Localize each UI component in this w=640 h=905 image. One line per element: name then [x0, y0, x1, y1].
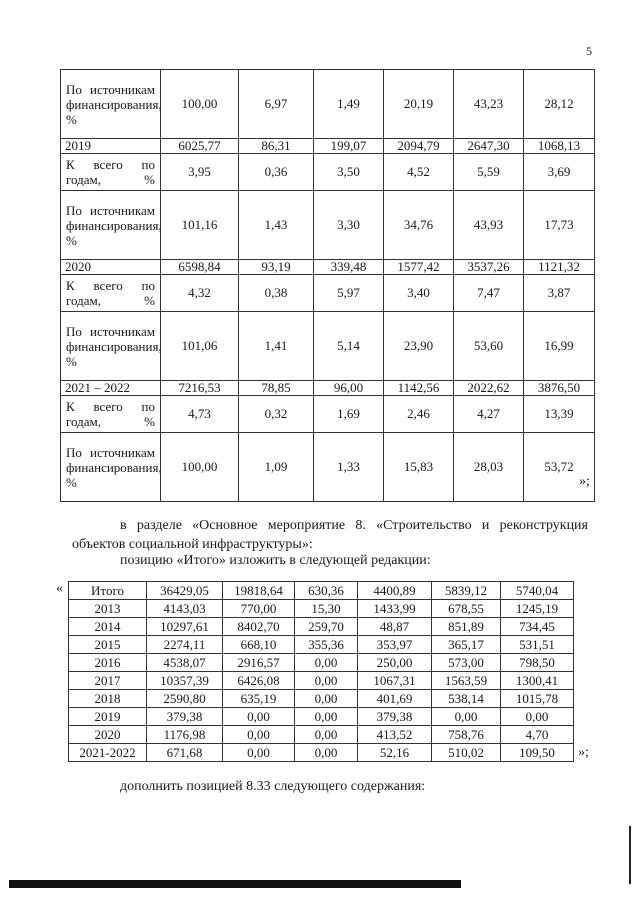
table-cell: 1,69	[314, 396, 384, 433]
table-row	[69, 744, 574, 762]
table-cell: 15,83	[384, 433, 454, 502]
table-cell: 8402,70	[223, 618, 295, 636]
table-cell: 678,55	[432, 600, 501, 618]
table-cell: 758,76	[432, 726, 501, 744]
row-label: 2021-2022	[69, 744, 147, 762]
table-cell: 259,70	[295, 618, 358, 636]
table-row	[61, 70, 595, 139]
table-cell: 379,38	[147, 708, 223, 726]
table-cell: 17,73	[524, 191, 595, 260]
table-cell: 36429,05	[147, 582, 223, 600]
table-cell: 4,73	[161, 396, 239, 433]
table-row	[69, 600, 574, 618]
table-cell: 353,97	[358, 636, 432, 654]
row-label: Итого	[69, 582, 147, 600]
table-cell: 4143,03	[147, 600, 223, 618]
table-cell: 573,00	[432, 654, 501, 672]
table-cell: 53,72	[524, 433, 595, 502]
table-cell: 1433,99	[358, 600, 432, 618]
table-cell: 339,48	[314, 260, 384, 275]
table-cell: 2590,80	[147, 690, 223, 708]
table-totals	[68, 581, 574, 762]
table-cell: 19818,64	[223, 582, 295, 600]
table-cell: 3876,50	[524, 381, 595, 396]
row-label: 2013	[69, 600, 147, 618]
table-cell: 3,30	[314, 191, 384, 260]
table-cell: 6,97	[239, 70, 314, 139]
table-cell: 5,59	[454, 154, 524, 191]
table-row	[61, 381, 595, 396]
table-cell: 34,76	[384, 191, 454, 260]
row-label: 2020	[61, 260, 161, 275]
table-cell: 100,00	[161, 433, 239, 502]
table-cell: 635,19	[223, 690, 295, 708]
table-cell: 3,50	[314, 154, 384, 191]
table-cell: 2094,79	[384, 139, 454, 154]
table-cell: 0,00	[295, 708, 358, 726]
table-cell: 3,40	[384, 275, 454, 312]
table-cell: 5,97	[314, 275, 384, 312]
table-cell: 0,00	[295, 690, 358, 708]
table-cell: 851,89	[432, 618, 501, 636]
addition-paragraph: дополнить позицией 8.33 следующего содержания:	[120, 779, 426, 794]
table-row	[69, 672, 574, 690]
table-cell: 109,50	[501, 744, 574, 762]
row-label: 2019	[69, 708, 147, 726]
table-cell: 630,36	[295, 582, 358, 600]
table-row	[61, 154, 595, 191]
row-label: 2015	[69, 636, 147, 654]
page-number: 5	[586, 44, 592, 58]
row-label: К всего по годам, %	[61, 396, 161, 433]
table-cell: 250,00	[358, 654, 432, 672]
table-cell: 538,14	[432, 690, 501, 708]
table-cell: 0,00	[501, 708, 574, 726]
table-cell: 1300,41	[501, 672, 574, 690]
table-cell: 4,27	[454, 396, 524, 433]
table-cell: 1015,78	[501, 690, 574, 708]
table-cell: 2022,62	[454, 381, 524, 396]
table-row	[61, 433, 595, 502]
table-row	[61, 191, 595, 260]
table-cell: 7216,53	[161, 381, 239, 396]
table-row	[61, 275, 595, 312]
table-cell: 365,17	[432, 636, 501, 654]
table-cell: 1121,32	[524, 260, 595, 275]
table-cell: 0,36	[239, 154, 314, 191]
table-cell: 10297,61	[147, 618, 223, 636]
table-cell: 23,90	[384, 312, 454, 381]
table-cell: 2916,57	[223, 654, 295, 672]
table-row	[69, 654, 574, 672]
table-cell: 668,10	[223, 636, 295, 654]
table-cell: 2274,11	[147, 636, 223, 654]
table-cell: 1245,19	[501, 600, 574, 618]
table-cell: 1068,13	[524, 139, 595, 154]
table-cell: 48,87	[358, 618, 432, 636]
table-cell: 28,03	[454, 433, 524, 502]
row-label: К всего по годам, %	[61, 275, 161, 312]
table-cell: 671,68	[147, 744, 223, 762]
table-cell: 96,00	[314, 381, 384, 396]
table-row	[61, 139, 595, 154]
row-label: 2018	[69, 690, 147, 708]
table-cell: 6598,84	[161, 260, 239, 275]
table-cell: 4,32	[161, 275, 239, 312]
table-cell: 1,43	[239, 191, 314, 260]
table-cell: 3,69	[524, 154, 595, 191]
table-cell: 1563,59	[432, 672, 501, 690]
table-row	[69, 726, 574, 744]
table-cell: 355,36	[295, 636, 358, 654]
table-cell: 86,31	[239, 139, 314, 154]
table-funding-shares-body	[61, 70, 595, 502]
table-cell: 1,33	[314, 433, 384, 502]
table-row	[61, 312, 595, 381]
table-cell: 0,38	[239, 275, 314, 312]
table-cell: 10357,39	[147, 672, 223, 690]
row-label: 2021 – 2022	[61, 381, 161, 396]
table-row	[61, 396, 595, 433]
row-label: По источникам финансирования, %	[61, 433, 161, 502]
table-cell: 1,41	[239, 312, 314, 381]
table-cell: 101,06	[161, 312, 239, 381]
row-label: 2020	[69, 726, 147, 744]
row-label: 2017	[69, 672, 147, 690]
scan-bottom-bar	[9, 880, 461, 888]
table-cell: 4538,07	[147, 654, 223, 672]
table-cell: 4,70	[501, 726, 574, 744]
table-cell: 0,00	[223, 744, 295, 762]
table-cell: 798,50	[501, 654, 574, 672]
table-cell: 0,32	[239, 396, 314, 433]
table-cell: 1,09	[239, 433, 314, 502]
table-totals-body	[69, 582, 574, 762]
table-cell: 101,16	[161, 191, 239, 260]
table-row	[61, 260, 595, 275]
table-cell: 93,19	[239, 260, 314, 275]
table-cell: 734,45	[501, 618, 574, 636]
table-cell: 43,23	[454, 70, 524, 139]
table-cell: 4,52	[384, 154, 454, 191]
table-cell: 401,69	[358, 690, 432, 708]
row-label: К всего по годам, %	[61, 154, 161, 191]
row-label: По источникам финансирования, %	[61, 191, 161, 260]
table-cell: 13,39	[524, 396, 595, 433]
table-cell: 0,00	[223, 708, 295, 726]
table-row	[69, 618, 574, 636]
table-cell: 510,02	[432, 744, 501, 762]
table-funding-shares	[60, 69, 595, 502]
table-cell: 1,49	[314, 70, 384, 139]
table-cell: 5839,12	[432, 582, 501, 600]
table-cell: 0,00	[295, 654, 358, 672]
table-cell: 100,00	[161, 70, 239, 139]
table-cell: 199,07	[314, 139, 384, 154]
table-row	[69, 690, 574, 708]
table-cell: 0,00	[223, 726, 295, 744]
table-cell: 3,87	[524, 275, 595, 312]
table-cell: 770,00	[223, 600, 295, 618]
table-cell: 0,00	[432, 708, 501, 726]
row-label: 2016	[69, 654, 147, 672]
table-cell: 4400,89	[358, 582, 432, 600]
table-cell: 43,93	[454, 191, 524, 260]
instruction-paragraph: позицию «Итого» изложить в следующей редакции:	[120, 553, 431, 568]
table1-closing-mark: »;	[579, 474, 590, 489]
table-cell: 3,95	[161, 154, 239, 191]
table-cell: 379,38	[358, 708, 432, 726]
table-cell: 6025,77	[161, 139, 239, 154]
table-cell: 15,30	[295, 600, 358, 618]
table-cell: 1142,56	[384, 381, 454, 396]
table-cell: 0,00	[295, 672, 358, 690]
table-cell: 28,12	[524, 70, 595, 139]
table2-opening-mark: «	[56, 581, 63, 596]
row-label: По источникам финансирования, %	[61, 312, 161, 381]
table-cell: 0,00	[295, 744, 358, 762]
table-cell: 413,52	[358, 726, 432, 744]
table-row	[69, 708, 574, 726]
table-cell: 1577,42	[384, 260, 454, 275]
table-cell: 6426,08	[223, 672, 295, 690]
table-cell: 1176,98	[147, 726, 223, 744]
table-cell: 531,51	[501, 636, 574, 654]
table-cell: 7,47	[454, 275, 524, 312]
table-cell: 1067,31	[358, 672, 432, 690]
table-cell: 3537,26	[454, 260, 524, 275]
table2-closing-mark: »;	[578, 745, 589, 760]
table-cell: 5,14	[314, 312, 384, 381]
table-cell: 78,85	[239, 381, 314, 396]
table-cell: 2,46	[384, 396, 454, 433]
table-cell: 52,16	[358, 744, 432, 762]
table-cell: 16,99	[524, 312, 595, 381]
row-label: 2014	[69, 618, 147, 636]
scan-edge-line	[629, 826, 631, 884]
table-cell: 5740,04	[501, 582, 574, 600]
row-label: По источникам финансирования, %	[61, 70, 161, 139]
section-paragraph: в разделе «Основное мероприятие 8. «Строительство и реконструкция объектов социальной инфраструктуры»:	[72, 518, 588, 552]
table-row	[69, 636, 574, 654]
table-row	[69, 582, 574, 600]
table-cell: 53,60	[454, 312, 524, 381]
table-cell: 2647,30	[454, 139, 524, 154]
table-cell: 20,19	[384, 70, 454, 139]
table-cell: 0,00	[295, 726, 358, 744]
row-label: 2019	[61, 139, 161, 154]
